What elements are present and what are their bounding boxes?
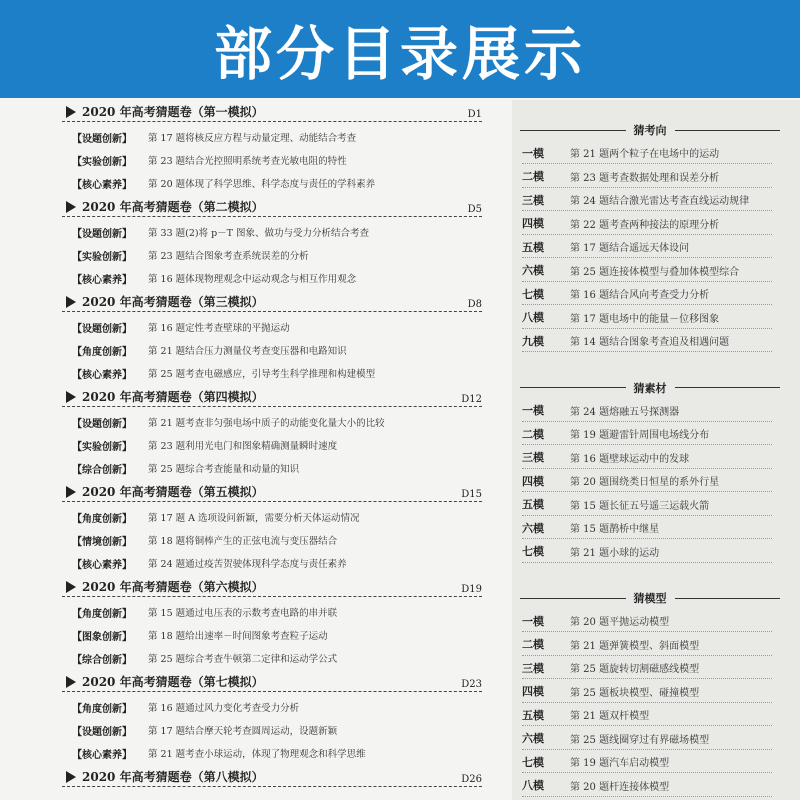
mock-tag: 四模 xyxy=(522,217,544,230)
feature-text: 第 21 题考查小球运动，体现了物理观念和科学思维 xyxy=(148,749,366,760)
mock-tag: 七模 xyxy=(522,287,544,301)
mock-tag: 六模 xyxy=(522,521,544,535)
feature-tag: 【综合创新】 xyxy=(72,464,132,476)
feature-text: 第 17 题将核反应方程与动量定理、动能结合考查 xyxy=(148,133,357,144)
section-title: 猜考向 xyxy=(633,124,667,137)
feature-text: 第 25 题综合考查能量和动量的知识 xyxy=(148,464,300,475)
mock-tag: 一模 xyxy=(522,404,544,417)
mock-tag: 六模 xyxy=(522,732,544,745)
section-row xyxy=(522,657,772,679)
feature-text: 第 21 题结合压力测量仪考查变压器和电路知识 xyxy=(148,346,347,357)
exam-block xyxy=(62,294,482,389)
feature-tag: 【核心素养】 xyxy=(72,749,132,761)
mock-text: 第 25 题线圈穿过有界磁场模型 xyxy=(570,734,710,746)
section-row xyxy=(522,283,772,305)
feature-tag: 【角度创新】 xyxy=(72,608,132,620)
exam-title: 2020 年高考猜题卷（第八模拟） xyxy=(82,770,264,784)
exam-feature-row xyxy=(72,413,385,431)
arrow-icon xyxy=(66,486,76,498)
exam-page-number: D8 xyxy=(467,299,482,310)
feature-text: 第 21 题考查非匀强电场中质子的动能变化量大小的比较 xyxy=(148,418,385,429)
feature-text: 第 17 题结合摩天轮考查圆周运动，设题新颖 xyxy=(148,726,338,737)
mock-tag: 八模 xyxy=(522,311,544,324)
section-row xyxy=(522,634,772,656)
exam-feature-row xyxy=(72,246,309,264)
exam-feature-row xyxy=(72,698,299,716)
banner xyxy=(0,0,800,98)
guess-panel xyxy=(512,100,800,800)
mock-text: 第 16 题结合风向考查受力分析 xyxy=(570,290,710,301)
mock-tag: 四模 xyxy=(522,685,544,698)
exam-block xyxy=(62,484,482,579)
section-row xyxy=(522,494,772,516)
feature-text: 第 18 题给出速率－时间图象考查粒子运动 xyxy=(148,631,328,642)
feature-text: 第 15 题通过电压表的示数考查电路的串并联 xyxy=(148,608,338,619)
mock-text: 第 21 题小球的运动 xyxy=(570,547,660,559)
section-heading xyxy=(520,380,780,396)
exam-feature-row xyxy=(72,508,360,526)
section-row xyxy=(522,728,772,750)
exam-list xyxy=(62,104,482,800)
feature-text: 第 33 题(2)将 p－T 图象、做功与受力分析结合考查 xyxy=(148,228,370,239)
exam-heading[interactable] xyxy=(62,389,482,407)
mock-tag: 三模 xyxy=(522,661,544,675)
mock-text: 第 17 题结合遥远天体设问 xyxy=(570,243,690,254)
mock-text: 第 19 题避雷针周围电场线分布 xyxy=(570,430,710,441)
section-row xyxy=(522,166,772,188)
mock-text: 第 15 题长征五号遥三运载火箭 xyxy=(570,500,710,512)
exam-block xyxy=(62,389,482,484)
exam-block xyxy=(62,104,482,199)
mock-tag: 二模 xyxy=(522,638,544,651)
divider xyxy=(520,130,626,131)
arrow-icon xyxy=(66,391,76,403)
mock-tag: 一模 xyxy=(522,614,544,628)
arrow-icon xyxy=(66,201,76,213)
exam-heading[interactable] xyxy=(62,674,482,692)
mock-text: 第 21 题双杆模型 xyxy=(570,711,650,722)
section-row xyxy=(522,236,772,258)
exam-page-number: D1 xyxy=(467,109,482,120)
exam-title: 2020 年高考猜题卷（第六模拟） xyxy=(82,580,264,594)
feature-text: 第 23 题结合光控照明系统考查光敏电阻的特性 xyxy=(148,156,347,167)
feature-text: 第 18 题将铜棒产生的正弦电流与变压器结合 xyxy=(148,536,338,547)
mock-text: 第 19 题汽车启动模型 xyxy=(570,758,670,769)
exam-page-number: D19 xyxy=(461,584,482,595)
exam-heading[interactable] xyxy=(62,769,482,787)
exam-heading[interactable] xyxy=(62,199,482,217)
feature-text: 第 16 题定性考查壁球的平抛运动 xyxy=(148,323,290,334)
mock-tag: 五模 xyxy=(522,708,544,722)
section-row xyxy=(522,775,772,797)
exam-feature-row xyxy=(72,318,290,336)
feature-tag: 【设题创新】 xyxy=(72,228,132,240)
feature-tag: 【情境创新】 xyxy=(72,536,132,548)
mock-text: 第 16 题壁球运动中的发球 xyxy=(570,453,690,465)
exam-feature-row xyxy=(72,341,347,359)
feature-tag: 【角度创新】 xyxy=(72,346,132,358)
exam-feature-row xyxy=(72,459,299,477)
section-row xyxy=(522,307,772,329)
banner-title: 部分目录展示 xyxy=(213,20,586,88)
section-row xyxy=(522,189,772,211)
mock-tag: 一模 xyxy=(522,146,544,160)
feature-tag: 【核心素养】 xyxy=(72,274,132,286)
exam-title: 2020 年高考猜题卷（第二模拟） xyxy=(82,200,264,214)
feature-text: 第 16 题通过风力变化考查受力分析 xyxy=(148,703,300,714)
exam-feature-row xyxy=(72,721,337,739)
exam-page-number: D5 xyxy=(467,204,482,215)
exam-feature-row xyxy=(72,554,347,572)
feature-tag: 【实验创新】 xyxy=(72,251,132,263)
feature-tag: 【核心素养】 xyxy=(72,559,132,571)
mock-text: 第 22 题考查两种接法的原理分析 xyxy=(570,219,720,231)
section-title: 猜模型 xyxy=(633,592,667,605)
divider xyxy=(675,387,781,388)
feature-tag: 【核心素养】 xyxy=(72,179,132,191)
arrow-icon xyxy=(66,676,76,688)
exam-heading[interactable] xyxy=(62,579,482,597)
exam-feature-row xyxy=(72,128,356,146)
exam-heading[interactable] xyxy=(62,484,482,502)
exam-feature-row xyxy=(72,531,337,549)
feature-tag: 【实验创新】 xyxy=(72,441,132,453)
exam-block xyxy=(62,579,482,674)
divider xyxy=(520,598,626,599)
exam-feature-row xyxy=(72,626,328,644)
mock-text: 第 17 题电场中的能量－位移图象 xyxy=(570,313,720,325)
section-heading xyxy=(520,590,780,606)
section-row xyxy=(522,681,772,703)
section-row xyxy=(522,704,772,726)
exam-heading[interactable] xyxy=(62,104,482,122)
mock-tag: 五模 xyxy=(522,498,544,511)
feature-text: 第 16 题体现物理观念中运动观念与相互作用观念 xyxy=(148,274,357,285)
feature-text: 第 25 题考查电磁感应，引导考生科学推理和构建模型 xyxy=(148,369,376,380)
section-row xyxy=(522,541,772,563)
exam-page-number: D15 xyxy=(461,489,482,500)
exam-feature-row xyxy=(72,364,375,382)
arrow-icon xyxy=(66,771,76,783)
exam-page-number: D26 xyxy=(461,774,482,785)
feature-text: 第 20 题体现了科学思维、科学态度与责任的学科素养 xyxy=(148,179,376,190)
feature-tag: 【综合创新】 xyxy=(72,654,132,666)
feature-tag: 【角度创新】 xyxy=(72,513,132,525)
section-row xyxy=(522,142,772,164)
mock-text: 第 21 题两个粒子在电场中的运动 xyxy=(570,149,720,160)
feature-text: 第 17 题 A 选项设问新颖，需要分析天体运动情况 xyxy=(148,513,360,524)
section-row xyxy=(522,470,772,492)
divider xyxy=(675,598,781,599)
section-row xyxy=(522,213,772,235)
arrow-icon xyxy=(66,296,76,308)
exam-feature-row xyxy=(72,223,369,241)
feature-text: 第 23 题结合图象考查系统误差的分析 xyxy=(148,251,309,262)
mock-tag: 九模 xyxy=(522,334,544,348)
exam-feature-row xyxy=(72,744,366,762)
mock-tag: 三模 xyxy=(522,451,544,464)
mock-text: 第 25 题旋转切割磁感线模型 xyxy=(570,664,700,675)
section-row xyxy=(522,610,772,632)
mock-tag: 三模 xyxy=(522,193,544,207)
exam-title: 2020 年高考猜题卷（第四模拟） xyxy=(82,390,264,404)
exam-feature-row xyxy=(72,649,337,667)
exam-page-number: D12 xyxy=(461,394,482,405)
feature-text: 第 25 题综合考查牛顿第二定律和运动学公式 xyxy=(148,654,338,665)
section-row xyxy=(522,423,772,445)
section-heading xyxy=(520,122,780,138)
section-row xyxy=(522,400,772,422)
mock-text: 第 24 题结合激光雷达考查直线运动规律 xyxy=(570,196,750,207)
feature-text: 第 23 题利用光电门和图象精确测量瞬时速度 xyxy=(148,441,338,452)
mock-text: 第 20 题平抛运动模型 xyxy=(570,617,670,628)
exam-block xyxy=(62,674,482,769)
mock-text: 第 15 题鹊桥中继星 xyxy=(570,524,660,535)
section-row xyxy=(522,260,772,282)
mock-tag: 二模 xyxy=(522,170,544,183)
exam-title: 2020 年高考猜题卷（第七模拟） xyxy=(82,675,264,689)
exam-feature-row xyxy=(72,151,347,169)
mock-tag: 五模 xyxy=(522,240,544,254)
exam-feature-row xyxy=(72,436,337,454)
arrow-icon xyxy=(66,581,76,593)
feature-tag: 【图象创新】 xyxy=(72,631,132,643)
feature-tag: 【核心素养】 xyxy=(72,369,132,381)
mock-text: 第 20 题杆连接体模型 xyxy=(570,781,670,793)
exam-feature-row xyxy=(72,269,356,287)
feature-tag: 【设题创新】 xyxy=(72,323,132,335)
exam-page-number: D23 xyxy=(461,679,482,690)
mock-text: 第 23 题考查数据处理和误差分析 xyxy=(570,172,720,184)
mock-text: 第 25 题连接体模型与叠加体模型综合 xyxy=(570,266,740,278)
section-row xyxy=(522,447,772,469)
mock-tag: 七模 xyxy=(522,755,544,769)
exam-feature-row xyxy=(72,174,375,192)
divider xyxy=(520,387,626,388)
arrow-icon xyxy=(66,106,76,118)
mock-text: 第 20 题围绕类日恒星的系外行星 xyxy=(570,477,720,488)
feature-tag: 【实验创新】 xyxy=(72,156,132,168)
feature-tag: 【设题创新】 xyxy=(72,418,132,430)
mock-tag: 六模 xyxy=(522,264,544,277)
mock-tag: 二模 xyxy=(522,427,544,441)
section-row xyxy=(522,330,772,352)
exam-heading[interactable] xyxy=(62,294,482,312)
mock-tag: 七模 xyxy=(522,545,544,558)
section-title: 猜素材 xyxy=(633,381,667,395)
exam-block xyxy=(62,769,482,800)
exam-title: 2020 年高考猜题卷（第一模拟） xyxy=(82,105,264,119)
mock-text: 第 25 题板块模型、碰撞模型 xyxy=(570,687,700,699)
section-row xyxy=(522,751,772,773)
feature-tag: 【角度创新】 xyxy=(72,703,132,715)
exam-title: 2020 年高考猜题卷（第五模拟） xyxy=(82,485,264,499)
exam-feature-row xyxy=(72,603,337,621)
mock-tag: 四模 xyxy=(522,474,544,488)
divider xyxy=(675,130,781,131)
exam-title: 2020 年高考猜题卷（第三模拟） xyxy=(82,295,264,309)
feature-tag: 【设题创新】 xyxy=(72,726,132,738)
mock-text: 第 14 题结合图象考查追及相遇问题 xyxy=(570,337,730,348)
mock-text: 第 21 题弹簧模型、斜面模型 xyxy=(570,640,700,652)
feature-text: 第 24 题通过疫苦贺驶体现科学态度与责任素养 xyxy=(148,559,347,570)
exam-block xyxy=(62,199,482,294)
section-row xyxy=(522,517,772,539)
feature-tag: 【设题创新】 xyxy=(72,133,132,145)
mock-tag: 八模 xyxy=(522,779,544,792)
mock-text: 第 24 题熔融五号探测器 xyxy=(570,406,680,418)
